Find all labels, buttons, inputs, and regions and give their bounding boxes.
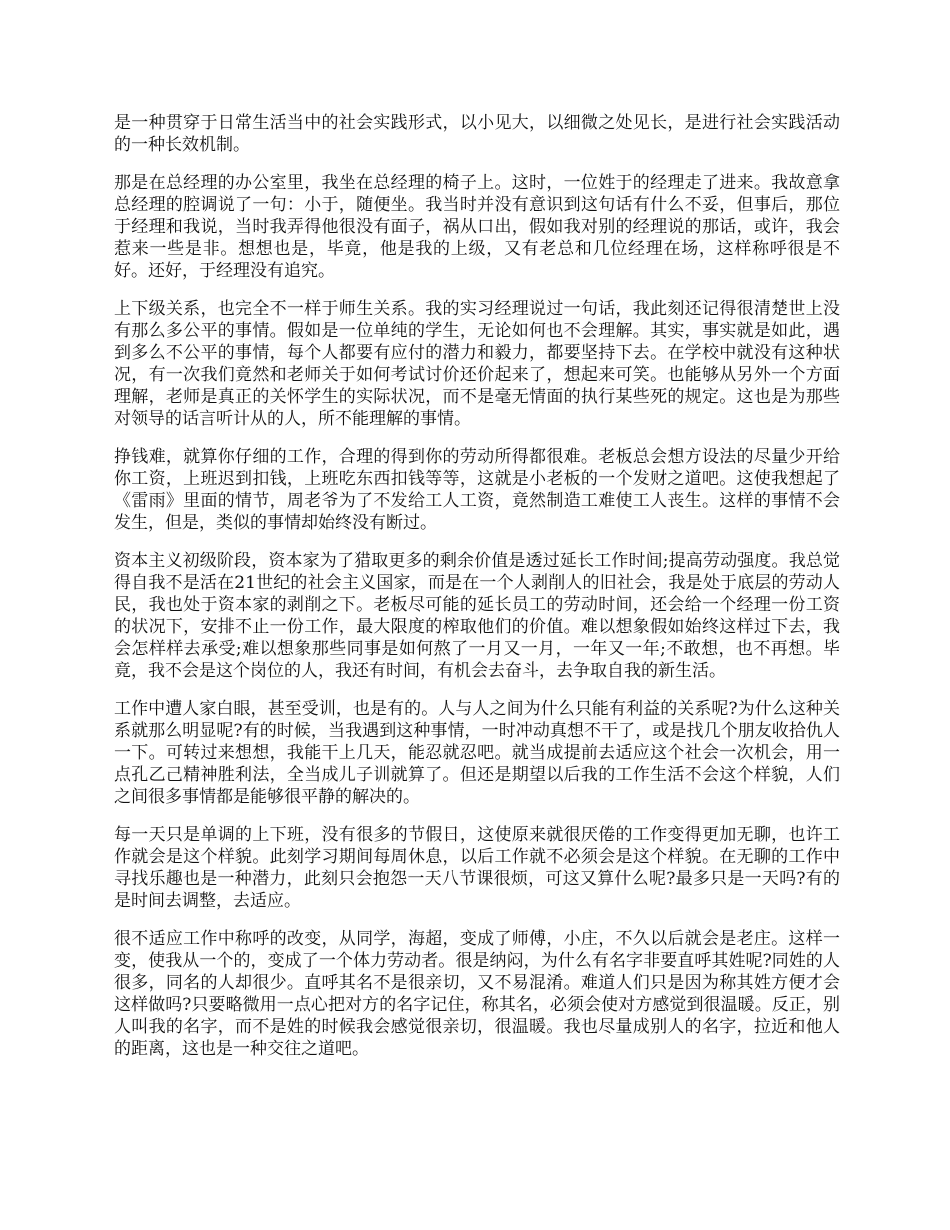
document-body bbox=[114, 112, 840, 1076]
paragraph-5: 资本主义初级阶段，资本家为了猎取更多的剩余价值是透过延长工作时间;提高劳动强度。我总觉得自我不是活在21世纪的社会主义国家，而是在一个人剥削人的旧社会，我是处于底层的劳动人民，我也处于资本家的剥削之下。老板尽可能的延长员工的劳动时间，还会给一个经理一份工资的状况下，安排不止一份工作，最大限度的榨取他们的价值。难以想象假如始终这样过下去，我会怎样样去承受;难以想象那些同事是如何熬了一月又一月，一年又一年;不敢想，也不再想。毕竟，我不会是这个岗位的人，我还有时间，有机会去奋斗，去争取自我的新生活。 bbox=[114, 551, 840, 681]
paragraph-7: 每一天只是单调的上下班，没有很多的节假日，这使原来就很厌倦的工作变得更加无聊，也许工作就会是这个样貌。此刻学习期间每周休息，以后工作就不必须会是这个样貌。在无聊的工作中寻找乐趣也是一种潜力，此刻只会抱怨一天八节课很烦，可这又算什么呢?最多只是一天吗?有的是时间去调整，去适应。 bbox=[114, 825, 840, 911]
paragraph-8: 很不适应工作中称呼的改变，从同学，海超，变成了师傅，小庄，不久以后就会是老庄。这样一变，使我从一个的，变成了一个体力劳动者。很是纳闷，为什么有名字非要直呼其姓呢?同姓的人很多，同名的人却很少。直呼其名不是很亲切，又不易混淆。难道人们只是因为称其姓方便才会这样做吗?只要略微用一点心把对方的名字记住，称其名，必须会使对方感觉到很温暖。反正，别人叫我的名字，而不是姓的时候我会感觉很亲切，很温暖。我也尽量成别人的名字，拉近和他人的距离，这也是一种交往之道吧。 bbox=[114, 929, 840, 1059]
paragraph-1: 是一种贯穿于日常生活当中的社会实践形式，以小见大，以细微之处见长，是进行社会实践活动的一种长效机制。 bbox=[114, 113, 840, 155]
paragraph-2: 那是在总经理的办公室里，我坐在总经理的椅子上。这时，一位姓于的经理走了进来。我故意拿总经理的腔调说了一句：小于，随便坐。我当时并没有意识到这句话有什么不妥，但事后，那位于经理和我说，当时我弄得他很没有面子，祸从口出，假如我对别的经理说的那话，或许，我会惹来一些是非。想想也是，毕竟，他是我的上级，又有老总和几位经理在场，这样称呼很是不好。还好，于经理没有追究。 bbox=[114, 173, 840, 281]
paragraph-6: 工作中遭人家白眼，甚至受训，也是有的。人与人之间为什么只能有利益的关系呢?为什么这种关系就那么明显呢?有的时候，当我遇到这种事情，一时冲动真想不干了，或是找几个朋友收拾仇人一下。可转过来想想，我能干上几天，能忍就忍吧。就当成提前去适应这个社会一次机会，用一点孔乙己精神胜利法，全当成儿子训就算了。但还是期望以后我的工作生活不会这个样貌，人们之间很多事情都是能够很平静的解决的。 bbox=[114, 699, 840, 807]
paragraph-3: 上下级关系，也完全不一样于师生关系。我的实习经理说过一句话，我此刻还记得很清楚世上没有那么多公平的事情。假如是一位单纯的学生，无论如何也不会理解。其实，事实就是如此，遇到多么不公平的事情，每个人都要有应付的潜力和毅力，都要坚持下去。在学校中就没有这种状况，有一次我们竟然和老师关于如何考试讨价还价起来了，想起来可笑。也能够从另外一个方面理解，老师是真正的关怀学生的实际状况，而不是毫无情面的执行某些死的规定。这也是为那些对领导的话言听计从的人，所不能理解的事情。 bbox=[114, 299, 840, 429]
paragraph-4: 挣钱难，就算你仔细的工作，合理的得到你的劳动所得都很难。老板总会想方设法的尽量少开给你工资，上班迟到扣钱，上班吃东西扣钱等等，这就是小老板的一个发财之道吧。这使我想起了《雷雨》里面的情节，周老爷为了不发给工人工资，竟然制造工难使工人丧生。这样的事情不会发生，但是，类似的事情却始终没有断过。 bbox=[114, 447, 840, 533]
